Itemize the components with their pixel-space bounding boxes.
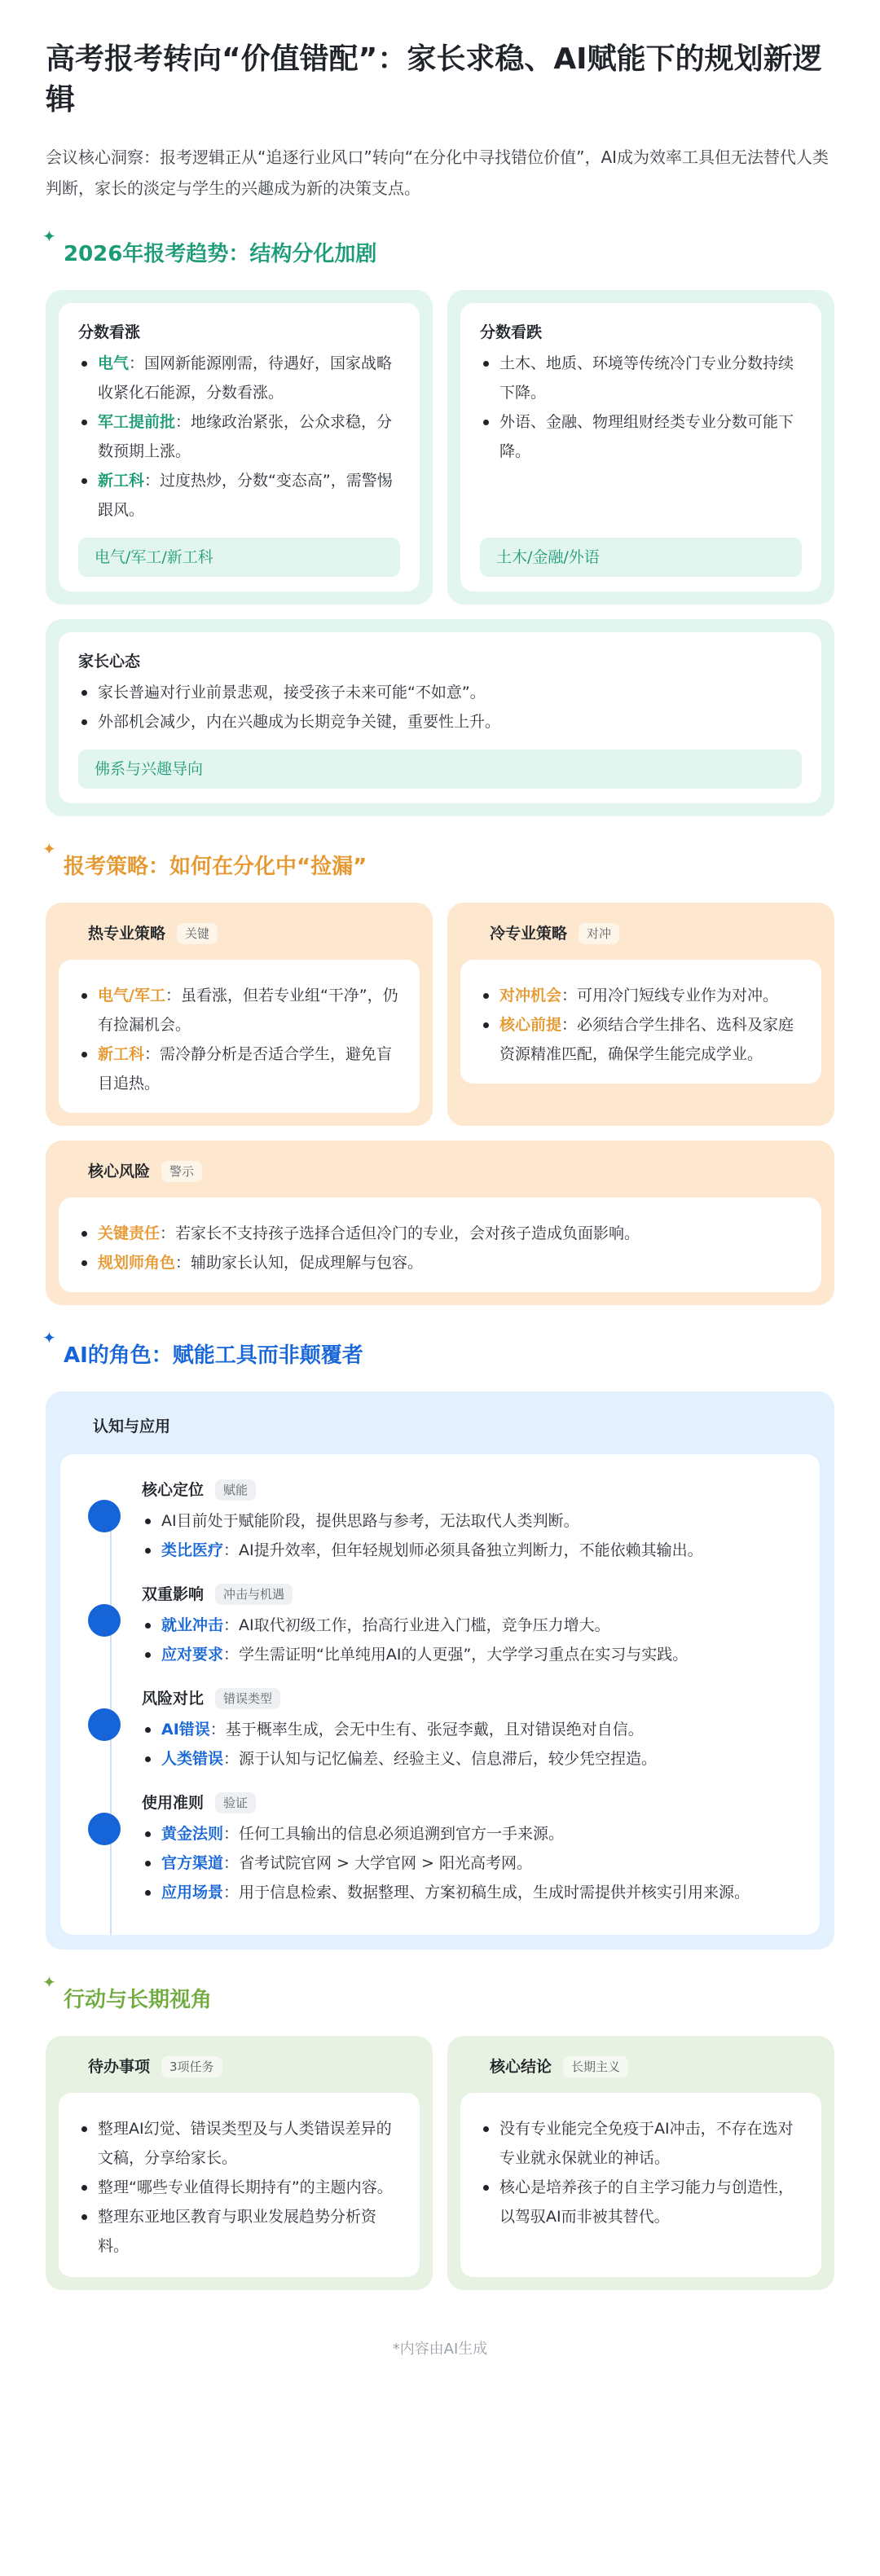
timeline-dot-icon [88, 1813, 121, 1845]
list-item: 土木、地质、环境等传统冷门专业分数持续下降。 [480, 349, 802, 407]
badge: 3项任务 [161, 2056, 222, 2077]
timeline-item [88, 1583, 792, 1669]
list-item [142, 1819, 792, 1848]
keyword: 军工提前批 [98, 413, 176, 431]
keyword: 类比医疗 [161, 1541, 224, 1559]
item-text: ：任何工具输出的信息必须追溯到官方一手来源。 [223, 1825, 565, 1843]
item-text: ：基于概率生成，会无中生有、张冠李戴，且对错误绝对自信。 [209, 1721, 644, 1739]
summary-tag: 土木/金融/外语 [480, 538, 802, 577]
item-text: ：过度热炒，分数“变态高”，需警惕跟风。 [98, 472, 393, 519]
keyword: AI错误 [161, 1721, 210, 1739]
card-title: 待办事项 [88, 2058, 151, 2076]
list-item: 没有专业能完全免疫于AI冲击，不存在选对专业就永保就业的神话。 [480, 2114, 802, 2173]
strategy-row [46, 903, 834, 1126]
summary-tag: 佛系与兴趣导向 [78, 750, 802, 789]
rising-list [78, 349, 400, 525]
badge: 验证 [215, 1792, 256, 1813]
keyword: 黄金法则 [161, 1825, 224, 1843]
keyword: 电气 [98, 354, 130, 372]
list-item [78, 981, 400, 1040]
timeline-item [88, 1479, 792, 1565]
timeline-item [88, 1791, 792, 1907]
conclusion-list [480, 2114, 802, 2231]
item-text: ：源于认知与记忆偏差、经验主义、信息滞后，较少凭空捏造。 [223, 1750, 658, 1768]
item-text: ：可用冷门短线专业作为对冲。 [561, 987, 779, 1004]
item-text: ：若家长不支持孩子选择合适但冷门的专业，会对孩子造成负面影响。 [160, 1224, 640, 1242]
sparkle-icon: ✦ [42, 839, 56, 859]
risk-row [46, 1141, 834, 1305]
list-item: 外语、金融、物理组财经类专业分数可能下降。 [480, 407, 802, 466]
item-text: ：地缘政治紧张，公众求稳，分数预期上涨。 [98, 413, 393, 460]
keyword: 应对要求 [161, 1646, 224, 1664]
card-title: 核心定位 [142, 1481, 205, 1499]
item-text: ：需冷静分析是否适合学生，避免盲目追热。 [98, 1045, 393, 1092]
list-item: 整理AI幻觉、错误类型及与人类错误差异的文稿，分享给家长。 [78, 2114, 400, 2173]
keyword: 核心前提 [499, 1016, 562, 1034]
sparkle-icon: ✦ [42, 226, 56, 246]
keyword: 应用场景 [161, 1884, 224, 1901]
item-text: ：省考试院官网 > 大学官网 > 阳光高考网。 [223, 1854, 533, 1872]
card-title: 核心结论 [490, 2058, 552, 2076]
list-item [142, 1536, 792, 1565]
list-item [142, 1744, 792, 1774]
sparkle-icon: ✦ [42, 1328, 56, 1347]
list-item [78, 407, 400, 466]
list-item [142, 1878, 792, 1907]
item-text: ：AI取代初级工作，抬高行业进入门槛，竞争压力增大。 [223, 1616, 610, 1634]
risk-list [78, 1219, 802, 1277]
card-title: 冷专业策略 [490, 925, 568, 943]
card-title: 双重影响 [142, 1585, 205, 1603]
keyword: 关键责任 [98, 1224, 161, 1242]
card-title: 分数看涨 [78, 323, 141, 341]
keyword: 新工科 [98, 1045, 145, 1063]
keyword: 规划师角色 [98, 1254, 176, 1272]
cold-strategy-card [447, 903, 834, 1126]
card-title: 使用准则 [142, 1794, 205, 1812]
section-title: 2026年报考趋势：结构分化加剧 [64, 242, 377, 266]
list-item [78, 1219, 802, 1248]
section-strategy-heading [42, 839, 834, 881]
badge: 错误类型 [215, 1688, 280, 1709]
section-ai-heading [42, 1328, 834, 1370]
risk-card [46, 1141, 834, 1305]
keyword: 电气/军工 [98, 987, 165, 1004]
sparkle-icon: ✦ [42, 1972, 56, 1992]
card-title: 风险对比 [142, 1690, 205, 1708]
badge: 警示 [161, 1161, 202, 1182]
list-item [78, 1040, 400, 1098]
list-item [142, 1640, 792, 1669]
card-title: 分数看跌 [480, 323, 543, 341]
item-text: ：学生需证明“比单纯用AI的人更强”，大学学习重点在实习与实践。 [223, 1646, 689, 1664]
conclusion-card [447, 2036, 834, 2290]
item-text: ：辅助家长认知，促成理解与包容。 [175, 1254, 424, 1272]
item-text: ：国网新能源刚需，待遇好，国家战略收紧化石能源，分数看涨。 [98, 354, 393, 402]
parents-list [78, 678, 802, 736]
list-item: 外部机会减少，内在兴趣成为长期竞争关键，重要性上升。 [78, 707, 802, 736]
badge: 关键 [177, 923, 218, 944]
section-title: 报考策略：如何在分化中“捡漏” [64, 855, 367, 879]
item-text: ：虽看涨，但若专业组“干净”，仍有捡漏机会。 [98, 987, 398, 1034]
todo-list [78, 2114, 400, 2261]
list-item [142, 1715, 792, 1744]
badge: 对冲 [579, 923, 619, 944]
list-item [142, 1848, 792, 1878]
ai-panel [46, 1391, 834, 1950]
card-title: 热专业策略 [88, 925, 166, 943]
hot-list [78, 981, 400, 1098]
item-text: ：必须结合学生排名、选科及家庭资源精准匹配，确保学生能完成学业。 [499, 1016, 794, 1063]
panel-title: 认知与应用 [93, 1418, 171, 1435]
page-title: 高考报考转向“价值错配”：家长求稳、AI赋能下的规划新逻辑 [46, 42, 822, 116]
todo-card [46, 2036, 433, 2290]
hot-strategy-card [46, 903, 433, 1126]
badge: 冲击与机遇 [215, 1584, 293, 1605]
keyword: 对冲机会 [499, 987, 562, 1004]
list-item: 家长普遍对行业前景悲观，接受孩子未来可能“不如意”。 [78, 678, 802, 707]
list-item [78, 1248, 802, 1277]
keyword: 官方渠道 [161, 1854, 224, 1872]
list-item [480, 1010, 802, 1069]
section-title: 行动与长期视角 [64, 1988, 213, 2012]
list-item [142, 1611, 792, 1640]
item-text: ：AI提升效率，但年轻规划师必须具备独立判断力，不能依赖其输出。 [223, 1541, 703, 1559]
section-trend-heading [42, 226, 834, 269]
falling-card [447, 290, 834, 604]
section-title: AI的角色：赋能工具而非颠覆者 [64, 1343, 363, 1368]
parents-card [46, 619, 834, 816]
trend-row [46, 290, 834, 604]
falling-list [480, 349, 802, 466]
list-item [78, 466, 400, 525]
card-title: 核心风险 [88, 1163, 151, 1180]
keyword: 人类错误 [161, 1750, 224, 1768]
card-title: 家长心态 [78, 653, 141, 670]
item-text: ：用于信息检索、数据整理、方案初稿生成，生成时需提供并核实引用来源。 [223, 1884, 750, 1901]
badge: 赋能 [215, 1479, 256, 1501]
list-item [78, 349, 400, 407]
action-row [46, 2036, 834, 2290]
section-action-heading [42, 1972, 834, 2015]
rising-card [46, 290, 433, 604]
keyword: 就业冲击 [161, 1616, 224, 1634]
timeline-dot-icon [88, 1708, 121, 1741]
ai-generated-note: *内容由AI生成 [392, 2341, 488, 2358]
list-item: 整理东亚地区教育与职业发展趋势分析资料。 [78, 2202, 400, 2261]
timeline-dot-icon [88, 1604, 121, 1637]
badge: 长期主义 [563, 2056, 628, 2077]
list-item: AI目前处于赋能阶段，提供思路与参考，无法取代人类判断。 [142, 1506, 792, 1536]
cold-list [480, 981, 802, 1069]
list-item: 核心是培养孩子的自主学习能力与创造性，以驾驭AI而非被其替代。 [480, 2173, 802, 2231]
timeline-item [88, 1687, 792, 1774]
keyword: 新工科 [98, 472, 145, 490]
summary-tag: 电气/军工/新工科 [78, 538, 400, 577]
list-item [480, 981, 802, 1010]
timeline-dot-icon [88, 1500, 121, 1532]
core-insight: 会议核心洞察：报考逻辑正从“追逐行业风口”转向“在分化中寻找错位价值”，AI成为效率工具但无法替代人类判断，家长的淡定与学生的兴趣成为新的决策支点。 [46, 147, 829, 198]
list-item: 整理“哪些专业值得长期持有”的主题内容。 [78, 2173, 400, 2202]
parents-row [46, 619, 834, 816]
